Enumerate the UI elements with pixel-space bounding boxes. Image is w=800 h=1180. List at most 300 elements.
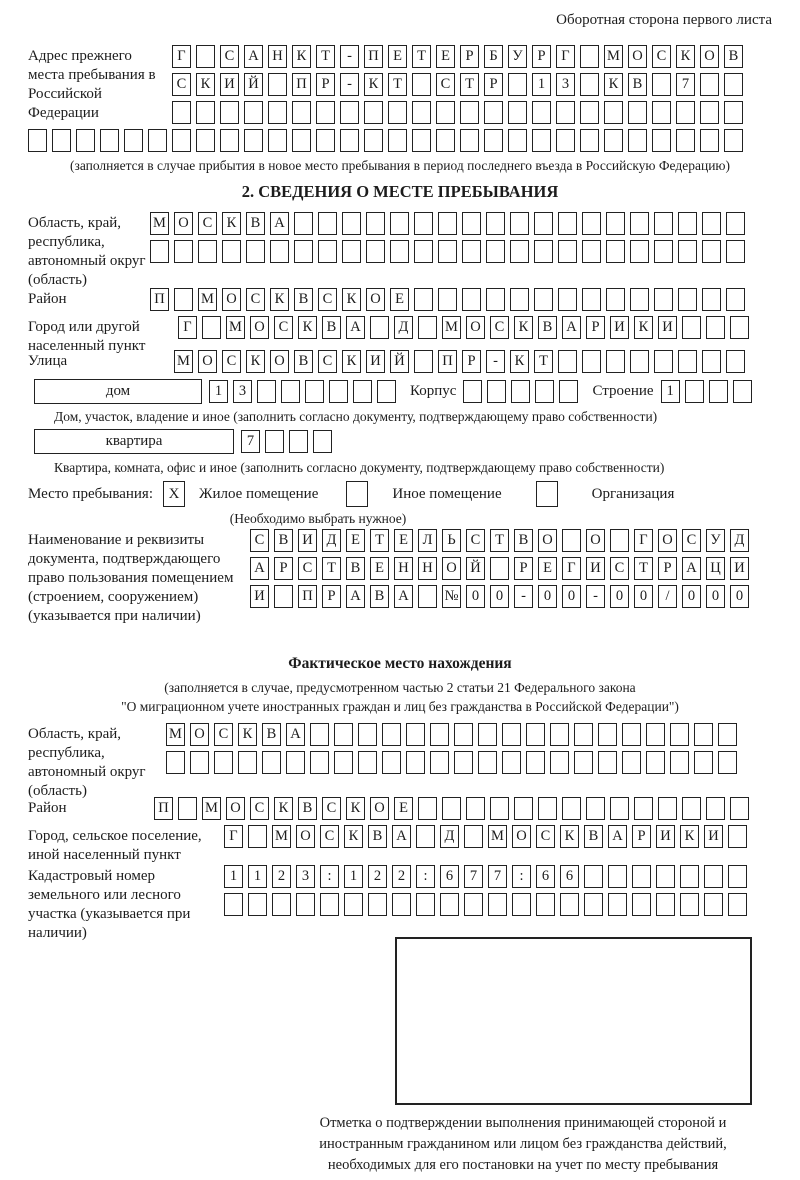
char-box: [538, 797, 557, 820]
char-box: [196, 45, 215, 68]
actual-city-row: [224, 825, 752, 848]
char-box: [562, 529, 581, 552]
district-field: [28, 288, 772, 316]
char-box: [678, 288, 697, 311]
char-box: [442, 797, 461, 820]
char-box: [310, 723, 329, 746]
char-box: [514, 797, 533, 820]
char-box: С: [250, 797, 269, 820]
char-box: 0: [466, 585, 485, 608]
char-box: [178, 797, 197, 820]
char-box: [244, 101, 263, 124]
char-box: Д: [322, 529, 341, 552]
char-box: Р: [274, 557, 293, 580]
char-box: [466, 797, 485, 820]
char-box: [313, 430, 332, 453]
char-box: -: [586, 585, 605, 608]
region-row-2: [150, 240, 750, 263]
actual-region-row-1: [166, 723, 742, 746]
char-box: [718, 751, 737, 774]
char-box: К: [346, 797, 365, 820]
korpus-label: Корпус: [410, 382, 457, 399]
char-box: С: [652, 45, 671, 68]
char-box: П: [364, 45, 383, 68]
char-box: [630, 240, 649, 263]
char-box: [438, 212, 457, 235]
char-box: О: [628, 45, 647, 68]
actual-district-row: [154, 797, 754, 820]
char-box: [414, 212, 433, 235]
char-box: С: [322, 797, 341, 820]
char-box: [724, 73, 743, 96]
char-box: [440, 893, 459, 916]
char-box: [654, 288, 673, 311]
char-box: К: [676, 45, 695, 68]
char-box: [244, 129, 263, 152]
prev-address-row-2: [172, 73, 748, 96]
char-box: [670, 751, 689, 774]
char-box: М: [202, 797, 221, 820]
char-box: [196, 129, 215, 152]
char-box: [726, 350, 745, 373]
char-box: [390, 212, 409, 235]
char-box: И: [704, 825, 723, 848]
char-box: О: [366, 288, 385, 311]
cadastral-row-1: [224, 865, 752, 888]
char-box: В: [298, 797, 317, 820]
house-type-box: дом: [34, 379, 202, 404]
char-box: 1: [532, 73, 551, 96]
char-box: И: [366, 350, 385, 373]
char-box: -: [486, 350, 505, 373]
char-box: [172, 101, 191, 124]
char-box: Е: [370, 557, 389, 580]
char-box: М: [272, 825, 291, 848]
char-box: 0: [634, 585, 653, 608]
char-box: И: [610, 316, 629, 339]
prev-address-field: [28, 45, 772, 129]
char-box: [630, 350, 649, 373]
char-box: [654, 212, 673, 235]
char-box: К: [510, 350, 529, 373]
char-box: [726, 240, 745, 263]
char-box: Д: [730, 529, 749, 552]
street-field: [28, 350, 772, 378]
section2-title: 2. СВЕДЕНИЯ О МЕСТЕ ПРЕБЫВАНИЯ: [241, 182, 559, 201]
char-box: [364, 129, 383, 152]
char-box: Т: [412, 45, 431, 68]
char-box: [574, 723, 593, 746]
char-box: [694, 723, 713, 746]
char-box: [414, 350, 433, 373]
char-box: [382, 751, 401, 774]
char-box: [238, 751, 257, 774]
char-box: [265, 430, 284, 453]
actual-city-label: Город, сельское поселение, иной населенный пункт: [28, 828, 202, 863]
char-box: [438, 288, 457, 311]
char-box: Е: [436, 45, 455, 68]
char-box: [268, 73, 287, 96]
actual-location-title: Фактическое место нахождения: [288, 655, 512, 672]
char-box: Р: [460, 45, 479, 68]
char-box: 2: [368, 865, 387, 888]
char-box: 1: [344, 865, 363, 888]
char-box: С: [222, 350, 241, 373]
char-box: [220, 101, 239, 124]
char-box: [558, 350, 577, 373]
char-box: А: [608, 825, 627, 848]
house-caption: Дом, участок, владение и иное (заполнить согласно документу, подтверждающему право собственности): [54, 409, 658, 424]
char-box: [702, 288, 721, 311]
char-box: [630, 288, 649, 311]
cadastral-field: [28, 865, 772, 941]
document-label: Наименование и реквизиты документа, подтверждающего право пользования помещением (строением, сооружением) (указывается при наличии): [28, 532, 234, 624]
char-box: [418, 797, 437, 820]
char-box: [329, 380, 348, 403]
char-box: Н: [394, 557, 413, 580]
char-box: [550, 723, 569, 746]
apartment-cells: [241, 430, 337, 453]
char-box: [556, 129, 575, 152]
char-box: 3: [556, 73, 575, 96]
char-box: 6: [536, 865, 555, 888]
char-box: [728, 825, 747, 848]
char-box: [257, 380, 276, 403]
char-box: Е: [394, 529, 413, 552]
char-box: И: [250, 585, 269, 608]
char-box: О: [370, 797, 389, 820]
prev-address-row-3: [172, 101, 748, 124]
char-box: 2: [392, 865, 411, 888]
char-box: В: [584, 825, 603, 848]
char-box: М: [604, 45, 623, 68]
char-box: [694, 751, 713, 774]
char-box: В: [370, 585, 389, 608]
char-box: Т: [460, 73, 479, 96]
char-box: И: [656, 825, 675, 848]
char-box: Н: [418, 557, 437, 580]
char-box: [463, 380, 482, 403]
char-box: В: [294, 288, 313, 311]
char-box: [484, 129, 503, 152]
char-box: Р: [322, 585, 341, 608]
char-box: 1: [209, 380, 228, 403]
char-box: К: [238, 723, 257, 746]
other-premises-checkbox: [346, 481, 368, 507]
cadastral-label: Кадастровый номер земельного или лесного участка (указывается при наличии): [28, 868, 191, 941]
char-box: [560, 893, 579, 916]
document-row-2: [250, 557, 754, 580]
char-box: 7: [241, 430, 260, 453]
char-box: [680, 893, 699, 916]
char-box: Р: [316, 73, 335, 96]
char-box: [340, 129, 359, 152]
char-box: А: [346, 585, 365, 608]
char-box: [418, 585, 437, 608]
char-box: [534, 240, 553, 263]
char-box: В: [538, 316, 557, 339]
char-box: [174, 288, 193, 311]
char-box: [678, 240, 697, 263]
char-box: А: [286, 723, 305, 746]
document-field: [28, 529, 772, 645]
char-box: О: [226, 797, 245, 820]
char-box: О: [538, 529, 557, 552]
char-box: Е: [346, 529, 365, 552]
char-box: [580, 73, 599, 96]
document-row-3: [250, 585, 754, 608]
char-box: [390, 240, 409, 263]
document-rows: [250, 529, 754, 613]
apartment-type-box: квартира: [34, 429, 234, 454]
char-box: [488, 893, 507, 916]
region-label: Область, край, республика, автономный округ (область): [28, 215, 146, 288]
char-box: С: [274, 316, 293, 339]
char-box: В: [294, 350, 313, 373]
char-box: А: [270, 212, 289, 235]
char-box: С: [682, 529, 701, 552]
street-row: [174, 350, 750, 373]
char-box: [412, 101, 431, 124]
apartment-caption: Квартира, комната, офис и иное (заполнить согласно документу, подтверждающему право собственности): [54, 460, 665, 475]
char-box: М: [174, 350, 193, 373]
char-box: О: [198, 350, 217, 373]
char-box: [294, 240, 313, 263]
char-box: К: [560, 825, 579, 848]
char-box: [700, 101, 719, 124]
char-box: Е: [388, 45, 407, 68]
char-box: Г: [178, 316, 197, 339]
char-box: [502, 751, 521, 774]
char-box: [582, 350, 601, 373]
char-box: В: [322, 316, 341, 339]
char-box: А: [682, 557, 701, 580]
char-box: [706, 316, 725, 339]
char-box: [377, 380, 396, 403]
char-box: Р: [586, 316, 605, 339]
char-box: [416, 825, 435, 848]
actual-location-caption-1: (заполняется в случае, предусмотренном частью 2 статьи 21 Федерального закона: [164, 680, 636, 695]
house-field: [34, 378, 772, 404]
stay-type-field: [28, 478, 772, 510]
char-box: О: [466, 316, 485, 339]
char-box: [676, 101, 695, 124]
char-box: [685, 380, 704, 403]
char-box: О: [658, 529, 677, 552]
char-box: [670, 723, 689, 746]
char-box: Е: [390, 288, 409, 311]
char-box: [582, 212, 601, 235]
char-box: [436, 101, 455, 124]
char-box: С: [172, 73, 191, 96]
region-row-1: [150, 212, 750, 235]
char-box: [292, 129, 311, 152]
char-box: Т: [322, 557, 341, 580]
char-box: 1: [248, 865, 267, 888]
char-box: [510, 212, 529, 235]
char-box: К: [274, 797, 293, 820]
char-box: Т: [388, 73, 407, 96]
prev-address-row-4: [28, 129, 772, 152]
char-box: [316, 129, 335, 152]
char-box: [150, 240, 169, 263]
char-box: [174, 240, 193, 263]
char-box: [656, 893, 675, 916]
char-box: 1: [661, 380, 680, 403]
char-box: 6: [560, 865, 579, 888]
char-box: [318, 212, 337, 235]
char-box: С: [318, 288, 337, 311]
char-box: [462, 288, 481, 311]
char-box: Г: [634, 529, 653, 552]
char-box: [248, 825, 267, 848]
char-box: В: [346, 557, 365, 580]
char-box: Й: [244, 73, 263, 96]
char-box: [438, 240, 457, 263]
char-box: [358, 723, 377, 746]
actual-region-row-2: [166, 751, 742, 774]
char-box: [430, 751, 449, 774]
char-box: [634, 797, 653, 820]
char-box: [340, 101, 359, 124]
char-box: [556, 101, 575, 124]
char-box: [172, 129, 191, 152]
char-box: П: [292, 73, 311, 96]
char-box: Р: [484, 73, 503, 96]
char-box: [289, 430, 308, 453]
char-box: [646, 723, 665, 746]
char-box: О: [586, 529, 605, 552]
char-box: [286, 751, 305, 774]
char-box: [606, 212, 625, 235]
char-box: [246, 240, 265, 263]
char-box: [682, 316, 701, 339]
char-box: С: [536, 825, 555, 848]
actual-region-label: Область, край, республика, автономный округ (область): [28, 726, 146, 799]
char-box: [464, 825, 483, 848]
char-box: [678, 350, 697, 373]
char-box: [610, 797, 629, 820]
char-box: М: [198, 288, 217, 311]
actual-location-caption-2: "О миграционном учете иностранных граждан и лиц без гражданства в Российской Федерации"): [121, 699, 679, 714]
char-box: [460, 129, 479, 152]
char-box: [486, 288, 505, 311]
char-box: [508, 129, 527, 152]
char-box: Д: [394, 316, 413, 339]
char-box: Г: [562, 557, 581, 580]
char-box: [632, 893, 651, 916]
prev-address-row-1: [172, 45, 748, 68]
char-box: 0: [562, 585, 581, 608]
char-box: [562, 797, 581, 820]
char-box: 0: [538, 585, 557, 608]
char-box: К: [196, 73, 215, 96]
char-box: [318, 240, 337, 263]
char-box: [702, 240, 721, 263]
char-box: [406, 723, 425, 746]
char-box: С: [298, 557, 317, 580]
char-box: П: [154, 797, 173, 820]
char-box: [198, 240, 217, 263]
char-box: [511, 380, 530, 403]
char-box: [676, 129, 695, 152]
char-box: [706, 797, 725, 820]
char-box: [610, 529, 629, 552]
char-box: [342, 212, 361, 235]
char-box: [202, 316, 221, 339]
actual-region-field: [28, 723, 772, 797]
char-box: О: [442, 557, 461, 580]
char-box: А: [244, 45, 263, 68]
char-box: [316, 101, 335, 124]
char-box: [652, 101, 671, 124]
char-box: [532, 101, 551, 124]
cadastral-rows: [224, 865, 752, 921]
char-box: К: [246, 350, 265, 373]
char-box: В: [724, 45, 743, 68]
char-box: [724, 101, 743, 124]
char-box: Р: [632, 825, 651, 848]
char-box: [652, 129, 671, 152]
char-box: 7: [488, 865, 507, 888]
char-box: С: [198, 212, 217, 235]
char-box: О: [296, 825, 315, 848]
char-box: [658, 797, 677, 820]
char-box: [334, 723, 353, 746]
char-box: [222, 240, 241, 263]
char-box: [630, 212, 649, 235]
char-box: [274, 585, 293, 608]
char-box: [353, 380, 372, 403]
char-box: [512, 893, 531, 916]
char-box: [510, 240, 529, 263]
char-box: [700, 129, 719, 152]
char-box: [462, 240, 481, 263]
char-box: [100, 129, 119, 152]
char-box: Т: [534, 350, 553, 373]
char-box: [281, 380, 300, 403]
char-box: [224, 893, 243, 916]
char-box: [430, 723, 449, 746]
char-box: [292, 101, 311, 124]
char-box: [678, 212, 697, 235]
char-box: 7: [676, 73, 695, 96]
char-box: [486, 240, 505, 263]
stroenie-label: Строение: [592, 382, 654, 399]
cadastral-row-2: [224, 893, 752, 916]
char-box: Р: [462, 350, 481, 373]
char-box: [582, 288, 601, 311]
char-box: Й: [466, 557, 485, 580]
char-box: С: [318, 350, 337, 373]
char-box: [487, 380, 506, 403]
char-box: [508, 73, 527, 96]
char-box: [490, 797, 509, 820]
char-box: 0: [730, 585, 749, 608]
char-box: К: [604, 73, 623, 96]
char-box: Ь: [442, 529, 461, 552]
char-box: И: [658, 316, 677, 339]
char-box: Й: [390, 350, 409, 373]
char-box: И: [730, 557, 749, 580]
char-box: :: [320, 865, 339, 888]
char-box: [728, 893, 747, 916]
char-box: О: [270, 350, 289, 373]
char-box: [702, 350, 721, 373]
char-box: [598, 723, 617, 746]
stroenie-cells: [661, 380, 757, 403]
char-box: К: [298, 316, 317, 339]
